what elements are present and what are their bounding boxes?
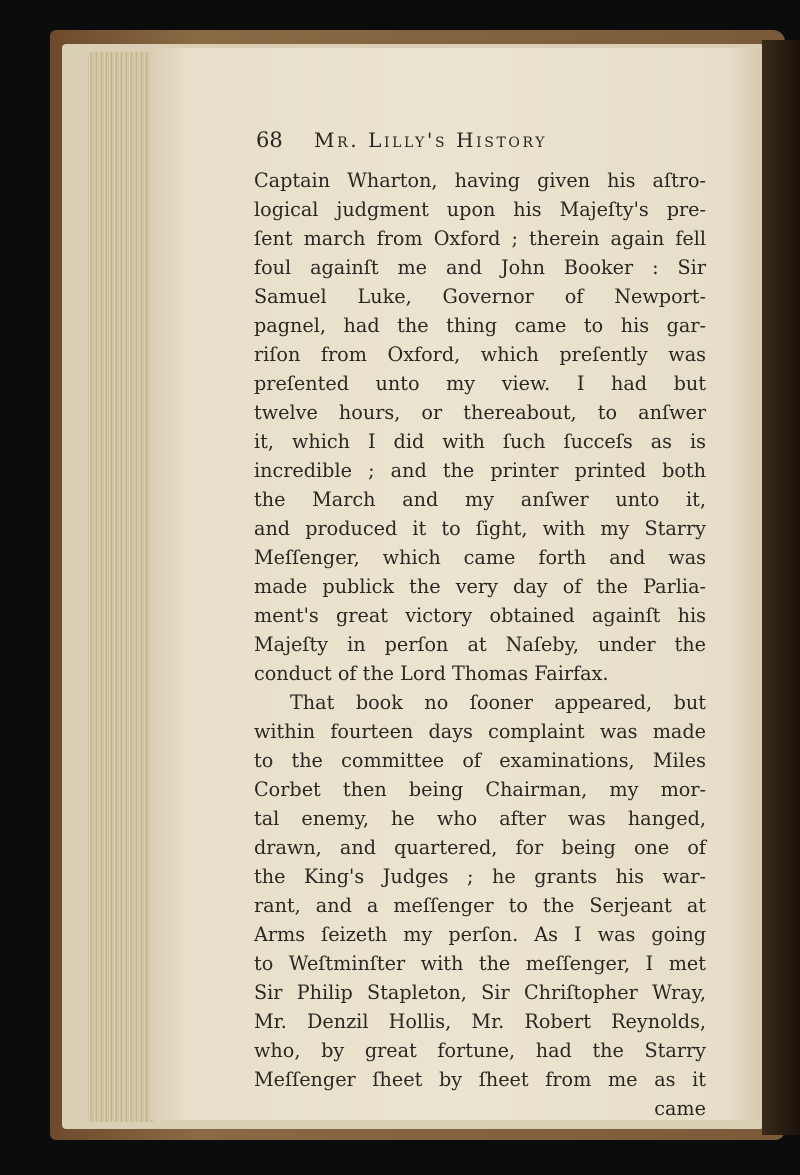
running-head [256, 128, 716, 158]
text-line: tal enemy, he who after was hanged, [254, 807, 706, 830]
text-line: pagnel, had the thing came to his gar- [254, 314, 706, 337]
text-line: foul againſt me and John Booker : Sir [254, 256, 706, 279]
paragraph-1 [254, 166, 706, 688]
page-number: 68 [256, 128, 283, 152]
text-line: Corbet then being Chairman, my mor- [254, 778, 706, 801]
page-edges [88, 52, 154, 1122]
text-line: logical judgment upon his Majeſty's pre- [254, 198, 706, 221]
text-line: made publick the very day of the Parlia- [254, 575, 706, 598]
text-line: rant, and a meſſenger to the Serjeant at [254, 894, 706, 917]
text-line: who, by great fortune, had the Starry [254, 1039, 706, 1062]
text-line: That book no ſooner appeared, but [290, 691, 706, 714]
facing-page-edge [762, 40, 800, 1135]
text-line: ment's great victory obtained againſt his [254, 604, 706, 627]
text-line: drawn, and quartered, for being one of [254, 836, 706, 859]
catchword: came [654, 1097, 706, 1120]
text-line: the King's Judges ; he grants his war- [254, 865, 706, 888]
text-line: the March and my anſwer unto it, [254, 488, 706, 511]
text-line: Majeſty in perſon at Naſeby, under the [254, 633, 706, 656]
running-title: Mr. Lilly's History [314, 128, 548, 152]
text-line: preſented unto my view. I had but [254, 372, 706, 395]
text-line: Samuel Luke, Governor of Newport- [254, 285, 706, 308]
text-line: Meſſenger ſheet by ſheet from me as it [254, 1068, 706, 1091]
text-line: to the committee of examinations, Miles [254, 749, 706, 772]
text-line: incredible ; and the printer printed both [254, 459, 706, 482]
text-line: Meſſenger, which came forth and was [254, 546, 706, 569]
paragraph-2 [254, 688, 706, 1094]
text-line: it, which I did with ſuch ſucceſs as is [254, 430, 706, 453]
text-line: and produced it to ſight, with my Starry [254, 517, 706, 540]
text-line: Mr. Denzil Hollis, Mr. Robert Reynolds, [254, 1010, 706, 1033]
text-line: twelve hours, or thereabout, to anſwer [254, 401, 706, 424]
text-line: riſon from Oxford, which preſently was [254, 343, 706, 366]
text-line: Sir Philip Stapleton, Sir Chriſtopher Wray, [254, 981, 706, 1004]
text-line: within fourteen days complaint was made [254, 720, 706, 743]
text-line: Captain Wharton, having given his aſtro- [254, 169, 706, 192]
text-line: ſent march from Oxford ; therein again fell [254, 227, 706, 250]
text-line: to Weſtminſter with the meſſenger, I met [254, 952, 706, 975]
body-text [254, 166, 706, 1123]
text-line: Arms ſeizeth my perſon. As I was going [254, 923, 706, 946]
text-line: conduct of the Lord Thomas Fairfax. [254, 662, 609, 685]
